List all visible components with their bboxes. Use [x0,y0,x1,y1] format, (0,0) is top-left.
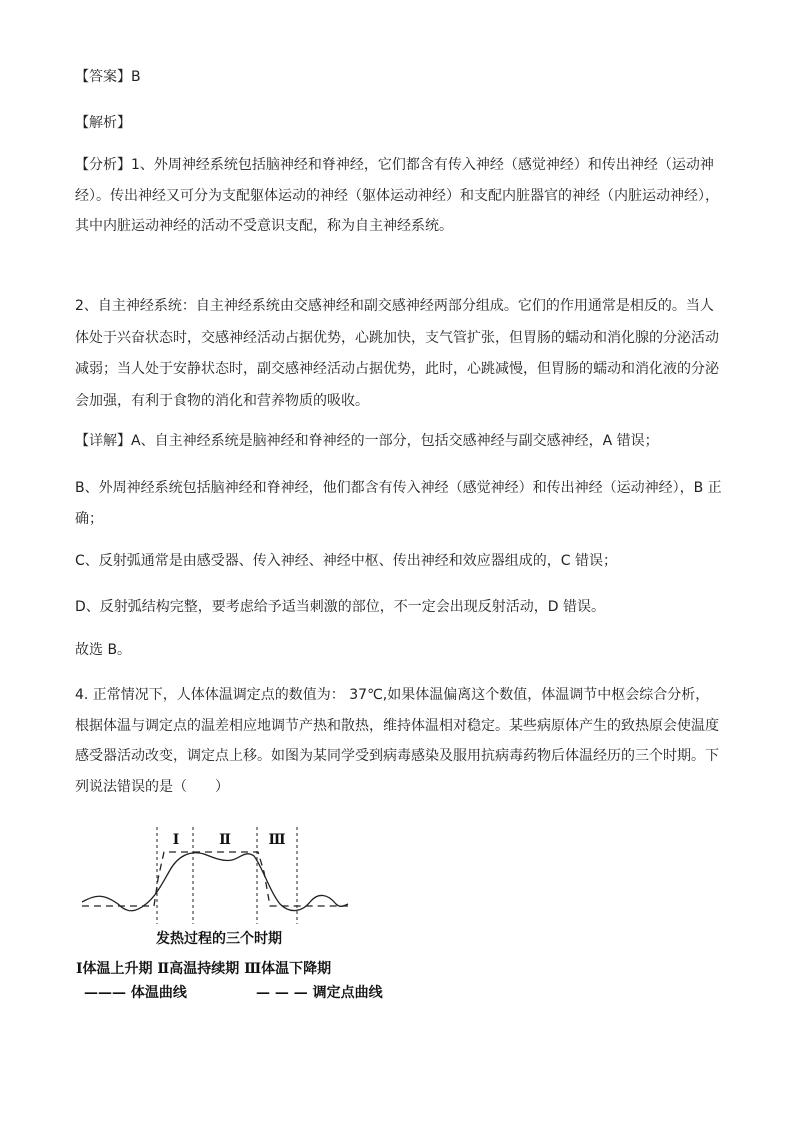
figure-period-legend: Ⅰ体温上升期 Ⅱ高温持续期 Ⅲ体温下降期 [76,961,332,977]
legend-dashed-line: — — — 调定点曲线 [256,985,383,1001]
fever-period-figure [70,822,383,1001]
set-point-curve [82,852,348,906]
detail-option-c: C、反射弧通常是由感受器、传入神经、神经中枢、传出神经和效应器组成的，C 错误； [75,553,617,569]
detail-option-b: B、外周神经系统包括脑神经和脊神经，他们都含有传入神经（感觉神经）和传出神经（运动神经），B 正确； [75,480,722,527]
period-label-3: Ⅲ [268,832,286,848]
detail-option-a: 【详解】A、自主神经系统是脑神经和脊神经的一部分，包括交感神经与副交感神经，A 错误； [75,433,659,449]
analysis-paragraph-1: 【分析】1、外周神经系统包括脑神经和脊神经，它们都含有传入神经（感觉神经）和传出神经（运动神经）。传出神经又可分为支配躯体运动的神经（躯体运动神经）和支配内脏器官的神经（内脏运动神经），其中内脏运动神经的活动不受意识支配，称为自主神经系统。 [75,157,719,234]
fever-curve-chart [70,822,370,930]
legend-solid-line: ——— 体温曲线 [84,985,187,1001]
analysis-heading: 【解析】 [75,115,131,131]
figure-caption: 发热过程的三个时期 [156,931,282,947]
period-label-1: Ⅰ [172,832,180,848]
question-4-stem: 4. 正常情况下，人体体温调定点的数值为： 37℃,如果体温偏离这个数值，体温调节中枢会综合分析，根据体温与调定点的温差相应地调节产热和散热，维持体温相对稳定。某些病原体产生的致热原会使温度感受器活动改变，调定点上移。如图为某同学受到病毒感染及服用抗病毒药物后体温经历的三个时期。下列说法错误的是（ ） [75,687,719,795]
detail-option-d: D、反射弧结构完整，要考虑给予适当刺激的部位，不一定会出现反射活动，D 错误。 [75,599,606,615]
body-temperature-curve [82,853,348,911]
answer-line: 【答案】B [75,69,141,85]
choose-answer: 故选 B。 [75,642,132,658]
period-label-2: Ⅱ [219,832,231,848]
analysis-paragraph-2: 2、自主神经系统：自主神经系统由交感神经和副交感神经两部分组成。它们的作用通常是相反的。当人体处于兴奋状态时，交感神经活动占据优势，心跳加快，支气管扩张，但胃肠的蠕动和消化腺的分泌活动减弱；当人处于安静状态时，副交感神经活动占据优势，此时，心跳减慢，但胃肠的蠕动和消化液的分泌会加强，有利于食物的消化和营养物质的吸收。 [75,298,719,409]
